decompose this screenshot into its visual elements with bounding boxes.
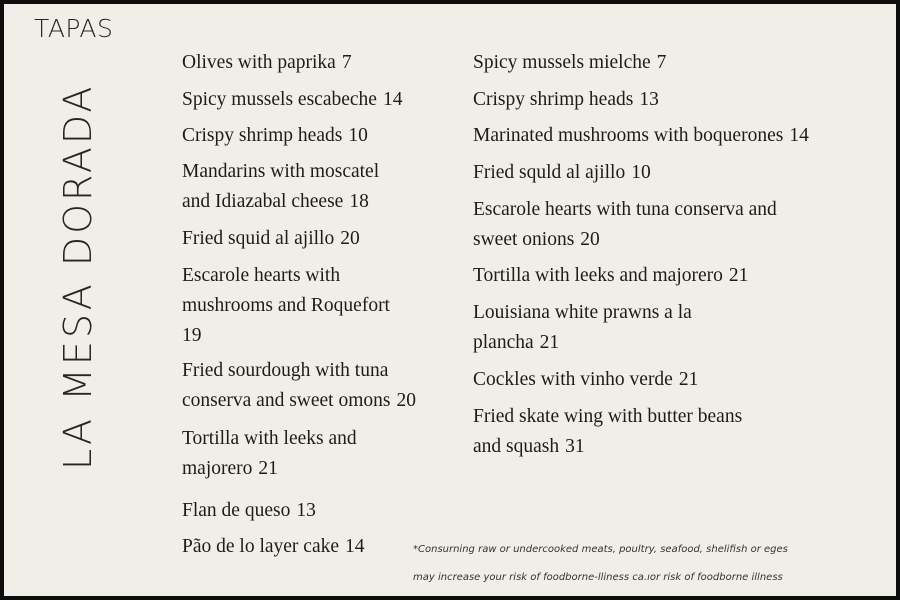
menu-item	[473, 298, 692, 358]
restaurant-name: LA MESA DORADA	[56, 83, 100, 470]
item-name: Pão de lo layer cake	[182, 536, 340, 557]
item-name-cont: mushrooms and Roquefort	[182, 295, 390, 316]
item-name-cont: majorero	[182, 458, 253, 479]
item-name: Tortilla with leeks and majorero	[473, 265, 723, 286]
item-name: Crispy shrimp heads	[182, 125, 343, 146]
item-price: 31	[565, 436, 585, 457]
item-name: Louisiana white prawns a la	[473, 302, 692, 323]
item-price: 7	[341, 52, 352, 73]
menu-item	[182, 157, 379, 217]
allergy-footnote-line1: *Consurning raw or undercooked meats, poultry, seafood, shelifish or eges	[413, 544, 788, 555]
item-price: 14	[382, 89, 403, 110]
item-name-cont: and squash	[473, 436, 560, 457]
menu-item	[473, 365, 698, 395]
item-price: 13	[296, 500, 316, 521]
item-name-cont: sweet onions	[473, 229, 575, 250]
menu-item	[473, 121, 809, 151]
menu-item	[473, 261, 748, 291]
menu-item	[182, 356, 416, 416]
item-name: Cockles with vinho verde	[473, 369, 673, 390]
item-price: 19	[182, 325, 202, 346]
item-price: 21	[539, 332, 560, 353]
item-price: 10	[348, 125, 368, 146]
item-name-cont: conserva and sweet omons	[182, 390, 391, 411]
item-name: Fried squld al ajillo	[473, 162, 626, 183]
menu-item	[182, 121, 368, 151]
item-name: Flan de queso	[182, 500, 291, 521]
item-name-cont: and Idiazabal cheese	[182, 191, 344, 212]
item-price: 20	[396, 390, 416, 411]
item-price: 20	[340, 228, 360, 249]
item-price: 14	[345, 536, 365, 557]
menu-item	[473, 195, 777, 255]
item-name: Tortilla with leeks and	[182, 428, 357, 449]
item-price: 7	[656, 52, 667, 73]
menu-item	[473, 48, 666, 78]
item-price: 21	[728, 265, 749, 286]
item-price: 18	[349, 191, 369, 212]
item-name: Olives with paprika	[182, 52, 336, 73]
section-title: TAPAS	[34, 14, 114, 43]
menu-item	[182, 532, 365, 562]
item-name-cont: plancha	[473, 332, 534, 353]
menu-item	[473, 85, 659, 115]
item-name: Crispy shrimp heads	[473, 89, 634, 110]
item-name: Fried sourdough with tuna	[182, 360, 389, 381]
menu-item	[182, 261, 390, 351]
menu-item	[473, 158, 651, 188]
item-price: 14	[789, 125, 809, 146]
item-price: 21	[678, 369, 699, 390]
item-price: 20	[580, 229, 600, 250]
item-name: Fried squid al ajillo	[182, 228, 335, 249]
item-price: 21	[258, 458, 278, 479]
allergy-footnote-line2: may increase your risk of foodborne-lliness ca.ıor risk of foodborne illness	[413, 572, 783, 583]
item-name: Escarole hearts with tuna conserva and	[473, 199, 777, 220]
menu-item	[182, 424, 357, 484]
item-name: Spicy mussels mielche	[473, 52, 651, 73]
menu-page	[4, 4, 896, 596]
menu-item	[473, 402, 742, 462]
item-name: Mandarins with moscatel	[182, 161, 380, 182]
item-price: 13	[639, 89, 659, 110]
item-name: Fried skate wing with butter beans	[473, 406, 743, 427]
item-name: Marinated mushrooms with boquerones	[473, 125, 784, 146]
item-name: Escarole hearts with	[182, 265, 341, 286]
menu-item	[182, 224, 360, 254]
menu-item	[182, 496, 316, 526]
menu-item	[182, 85, 402, 115]
menu-item	[182, 48, 352, 78]
item-name: Spicy mussels escabeche	[182, 89, 377, 110]
item-price: 10	[631, 162, 651, 183]
